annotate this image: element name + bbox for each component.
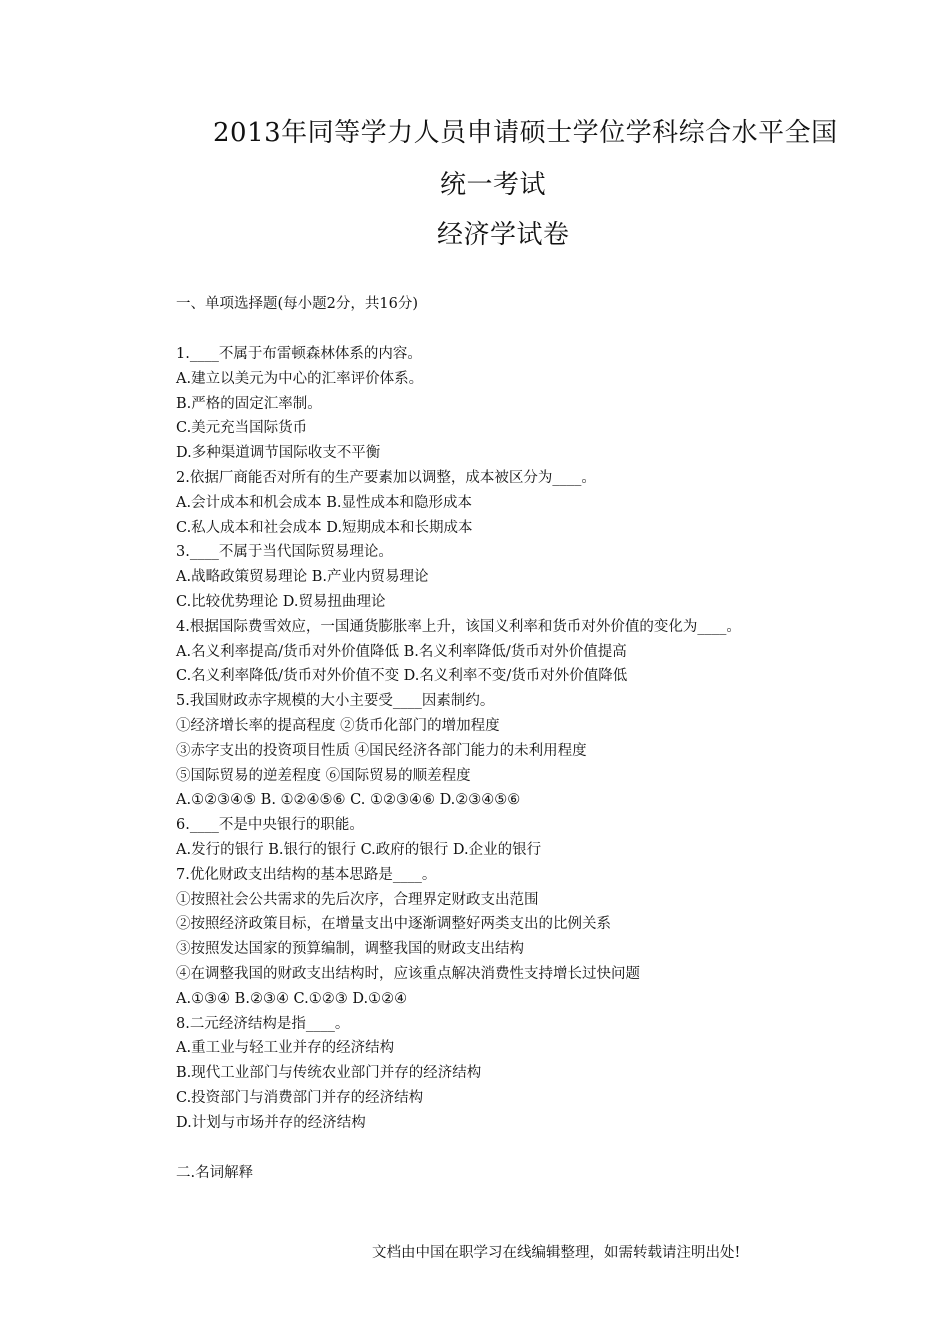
answer-option-line: A.战略政策贸易理论 B.产业内贸易理论: [176, 569, 429, 586]
statement-line: ④在调整我国的财政支出结构时，应该重点解决消费性支持增长过快问题: [176, 965, 640, 982]
question-line: 3.____不属于当代国际贸易理论。: [176, 544, 393, 561]
exam-title-line-2: 统一考试: [440, 170, 547, 200]
answer-option-line: C.投资部门与消费部门并存的经济结构: [176, 1089, 424, 1106]
statement-line: ⑤国际贸易的逆差程度 ⑥国际贸易的顺差程度: [176, 767, 471, 784]
question-line: 1.____不属于布雷顿森林体系的内容。: [176, 346, 422, 362]
footer-note: 文档由中国在职学习在线编辑整理，如需转载请注明出处!: [372, 1245, 741, 1261]
exam-title-line-1: 2013年同等学力人员申请硕士学位学科综合水平全国: [213, 118, 838, 148]
answer-option-line: C.私人成本和社会成本 D.短期成本和长期成本: [176, 519, 473, 536]
statement-line: ①经济增长率的提高程度 ②货币化部门的增加程度: [176, 717, 500, 734]
answer-option-line: A.会计成本和机会成本 B.显性成本和隐形成本: [176, 494, 472, 511]
section-heading-multiple-choice: 一、单项选择题(每小题2分，共16分): [176, 296, 418, 312]
section-heading-term-definitions: 二.名词解释: [176, 1165, 254, 1181]
exam-title-line-3: 经济学试卷: [437, 220, 570, 250]
answer-option-line: C.比较优势理论 D.贸易扭曲理论: [176, 593, 386, 610]
answer-option-line: B.现代工业部门与传统农业部门并存的经济结构: [176, 1065, 482, 1082]
answer-option-line: D.计划与市场并存的经济结构: [176, 1114, 366, 1131]
statement-line: ②按照经济政策目标，在增量支出中逐渐调整好两类支出的比例关系: [176, 916, 611, 933]
answer-option-line: A.①②③④⑤ B. ①②④⑤⑥ C. ①②③④⑥ D.②③④⑤⑥: [176, 792, 521, 809]
answer-option-line: A.建立以美元为中心的汇率评价体系。: [176, 370, 424, 387]
statement-line: ③赤字支出的投资项目性质 ④国民经济各部门能力的未利用程度: [176, 742, 587, 759]
question-line: 6.____不是中央银行的职能。: [176, 817, 364, 834]
answer-option-line: A.发行的银行 B.银行的银行 C.政府的银行 D.企业的银行: [176, 841, 542, 858]
question-line: 7.优化财政支出结构的基本思路是____。: [176, 866, 437, 883]
question-line: 5.我国财政赤字规模的大小主要受____因素制约。: [176, 693, 495, 710]
question-line: 2.依据厂商能否对所有的生产要素加以调整，成本被区分为____。: [176, 469, 596, 486]
answer-option-line: B.严格的固定汇率制。: [176, 395, 322, 412]
answer-option-line: D.多种渠道调节国际收支不平衡: [176, 445, 381, 462]
question-line: 8.二元经济结构是指____。: [176, 1015, 350, 1032]
question-list: [176, 342, 876, 1136]
answer-option-line: A.名义利率提高/货币对外价值降低 B.名义利率降低/货币对外价值提高: [176, 643, 627, 660]
answer-option-line: A.重工业与轻工业并存的经济结构: [176, 1040, 395, 1057]
statement-line: ①按照社会公共需求的先后次序，合理界定财政支出范围: [176, 891, 539, 908]
answer-option-line: C.名义利率降低/货币对外价值不变 D.名义利率不变/货币对外价值降低: [176, 668, 628, 685]
question-line: 4.根据国际费雪效应，一国通货膨胀率上升，该国义利率和货币对外价值的变化为____。: [176, 618, 741, 635]
answer-option-line: A.①③④ B.②③④ C.①②③ D.①②④: [176, 990, 408, 1007]
answer-option-line: C.美元充当国际货币: [176, 420, 308, 437]
statement-line: ③按照发达国家的预算编制，调整我国的财政支出结构: [176, 941, 524, 958]
